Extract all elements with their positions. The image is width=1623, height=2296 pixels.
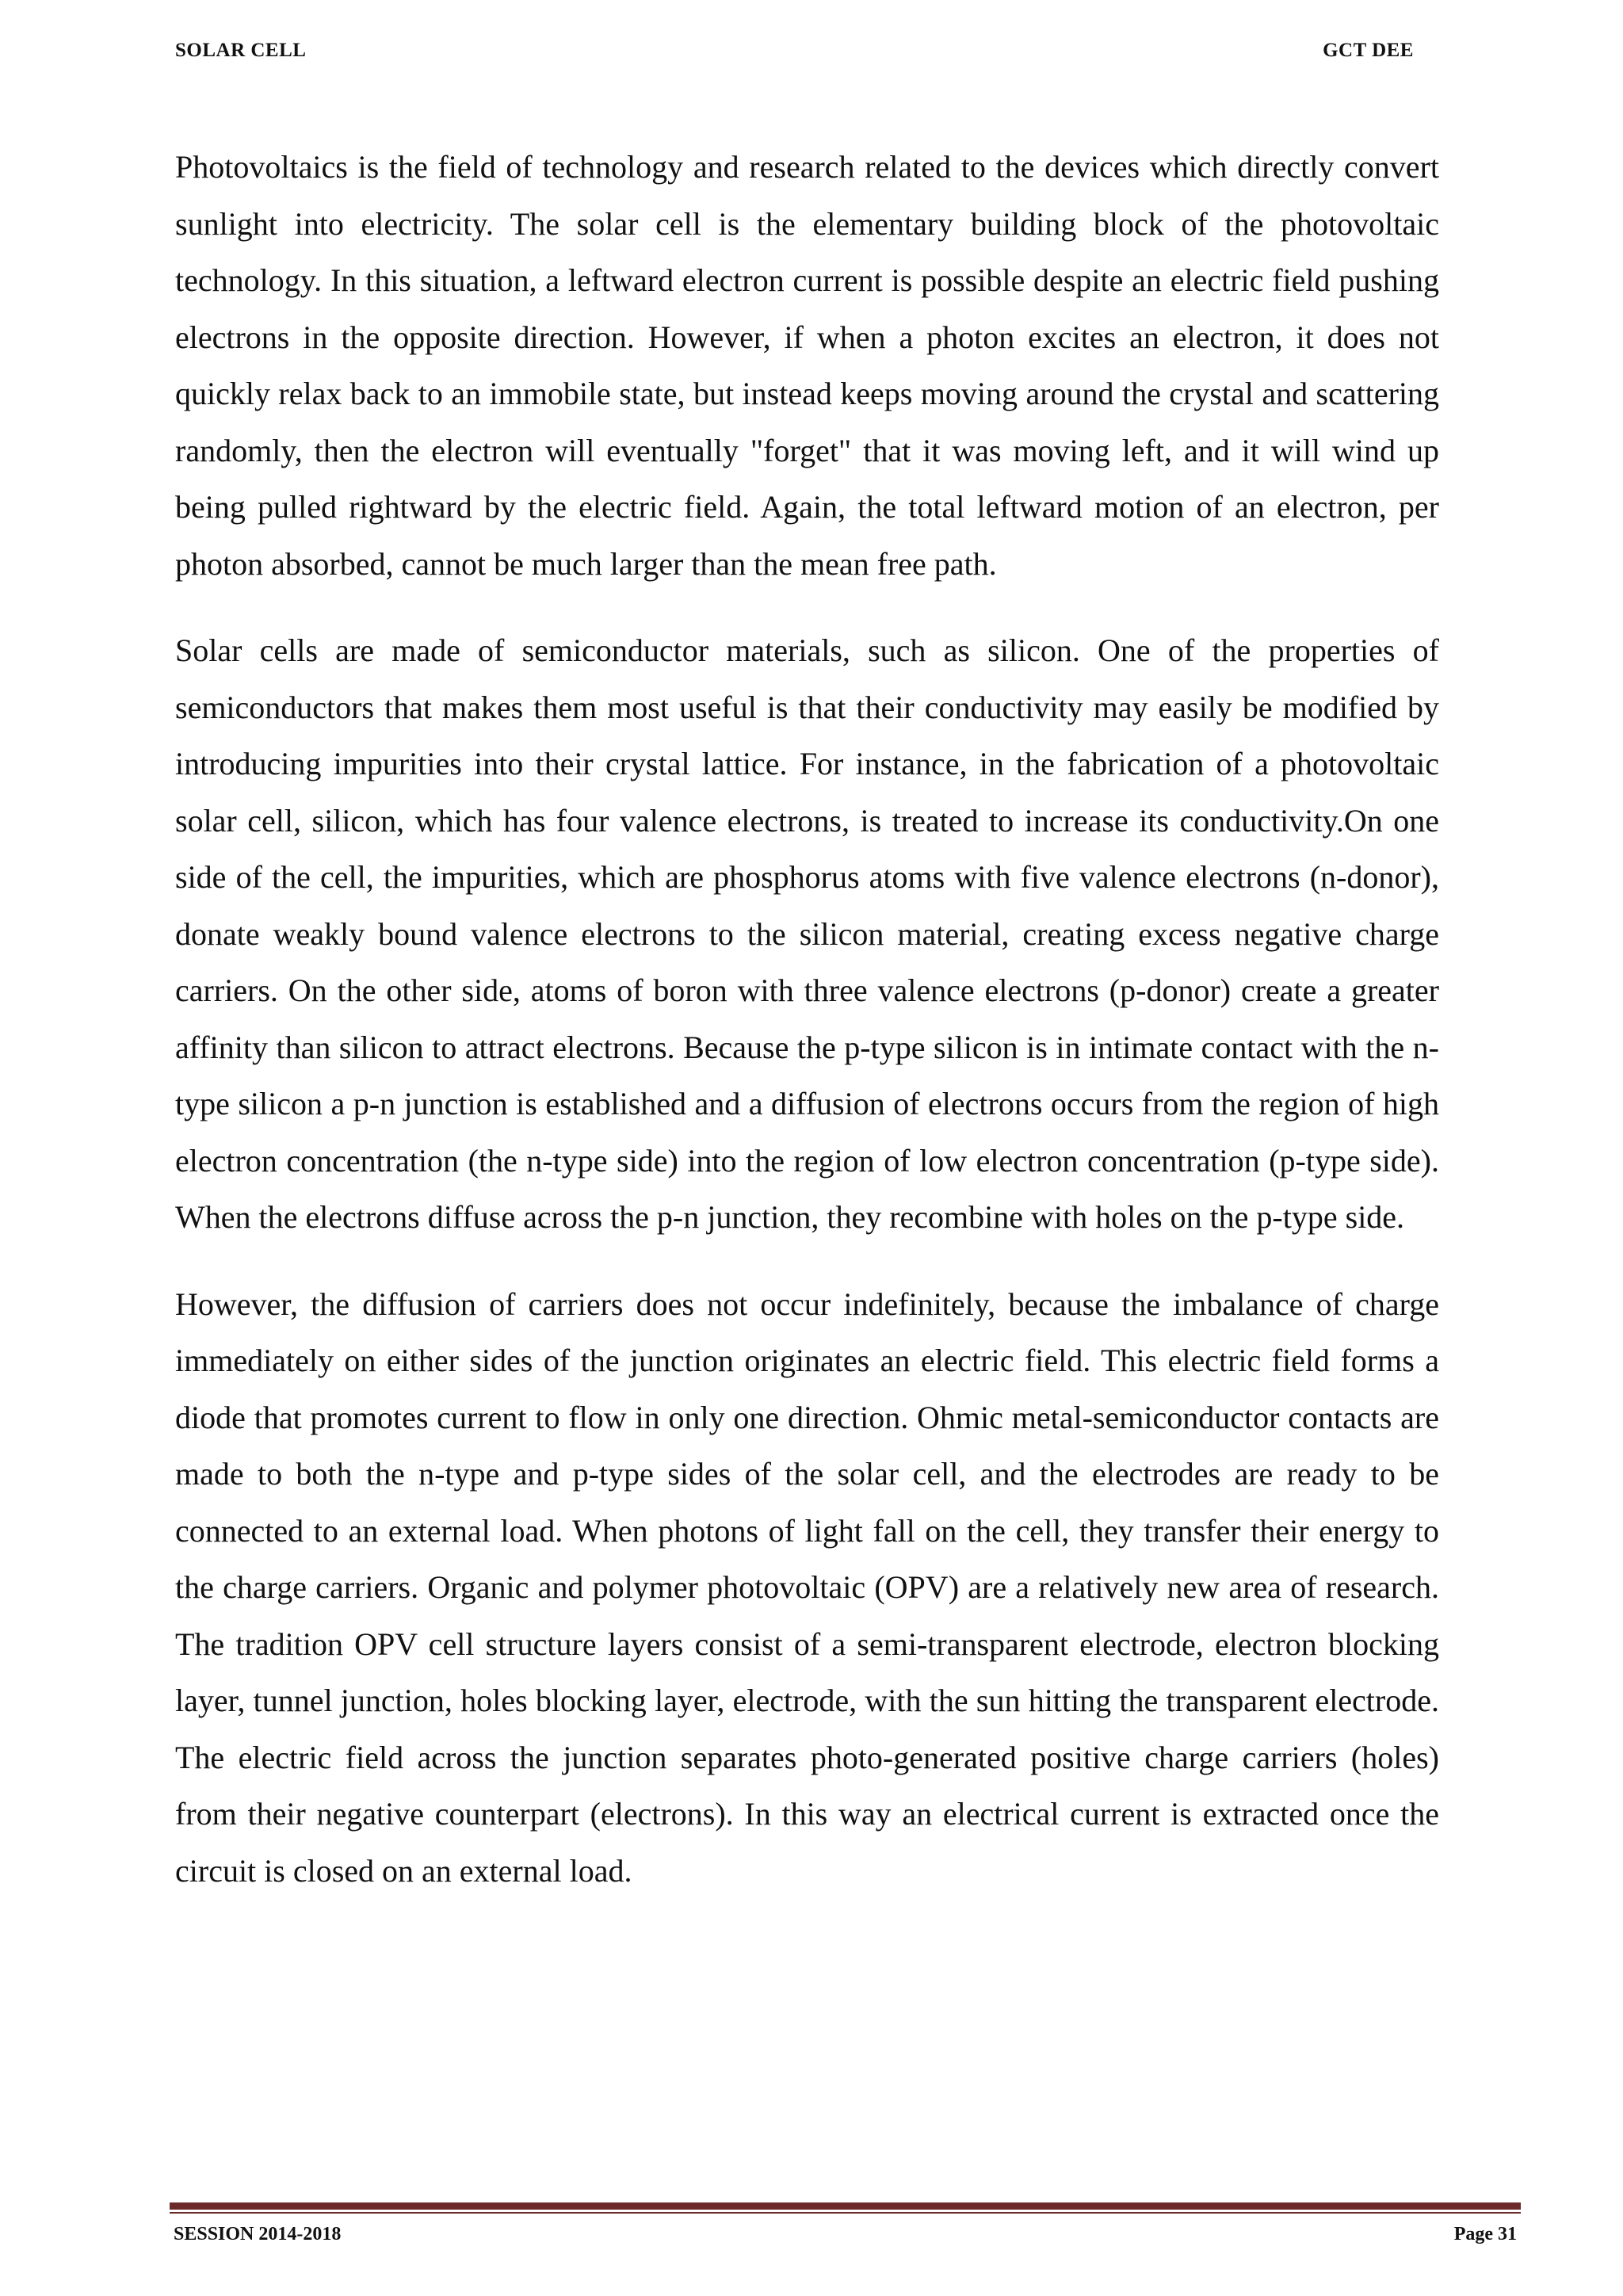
footer-session: SESSION 2014-2018 (174, 2224, 342, 2244)
page-body (175, 139, 1439, 1929)
running-header-department: GCT DEE (1323, 40, 1414, 61)
page-number: Page 31 (1453, 2224, 1517, 2244)
running-header-title: SOLAR CELL (175, 40, 307, 61)
paragraph-photovoltaics: Photovoltaics is the field of technology and research related to the devices which directly convert sunlight into electricity. The solar cell is the elementary building block of the photovoltaic technology. In this situation, a leftward electron current is possible despite an electric field pushing electrons in the opposite direction. However, if when a photon excites an electron, it does not quickly relax back to an immobile state, but instead keeps moving around the crystal and scattering randomly, then the electron will eventually "forget" that it was moving left, and it will wind up being pulled rightward by the electric field. Again, the total leftward motion of an electron, per photon absorbed, cannot be much larger than the mean free path. (175, 149, 1439, 582)
paragraph-semiconductors: Solar cells are made of semiconductor materials, such as silicon. One of the properties of semiconductors that makes them most useful is that their conductivity may easily be modified by introducing impurities into their crystal lattice. For instance, in the fabrication of a photovoltaic solar cell, silicon, which has four valence electrons, is treated to increase its conductivity.On one side of the cell, the impurities, which are phosphorus atoms with five valence electrons (n-donor), donate weakly bound valence electrons to the silicon material, creating excess negative charge carriers. On the other side, atoms of boron with three valence electrons (p-donor) create a greater affinity than silicon to attract electrons. Because the p-type silicon is in intimate contact with the n-type silicon a p-n junction is established and a diffusion of electrons occurs from the region of high electron concentration (the n-type side) into the region of low electron concentration (p-type side). When the electrons diffuse across the p-n junction, they recombine with holes on the p-type side. (175, 632, 1439, 1235)
paragraph-diffusion: However, the diffusion of carriers does not occur indefinitely, because the imbalance of charge immediately on either sides of the junction originates an electric field. This electric field forms a diode that promotes current to flow in only one direction. Ohmic metal-semiconductor contacts are made to both the n-type and p-type sides of the solar cell, and the electrodes are ready to be connected to an external load. When photons of light fall on the cell, they transfer their energy to the charge carriers. Organic and polymer photovoltaic (OPV) are a relatively new area of research. The tradition OPV cell structure layers consist of a semi-transparent electrode, electron blocking layer, tunnel junction, holes blocking layer, electrode, with the sun hitting the transparent electrode. The electric field across the junction separates photo-generated positive charge carriers (holes) from their negative counterpart (electrons). In this way an electrical current is extracted once the circuit is closed on an external load. (175, 1286, 1439, 1889)
footer-divider (170, 2202, 1521, 2214)
